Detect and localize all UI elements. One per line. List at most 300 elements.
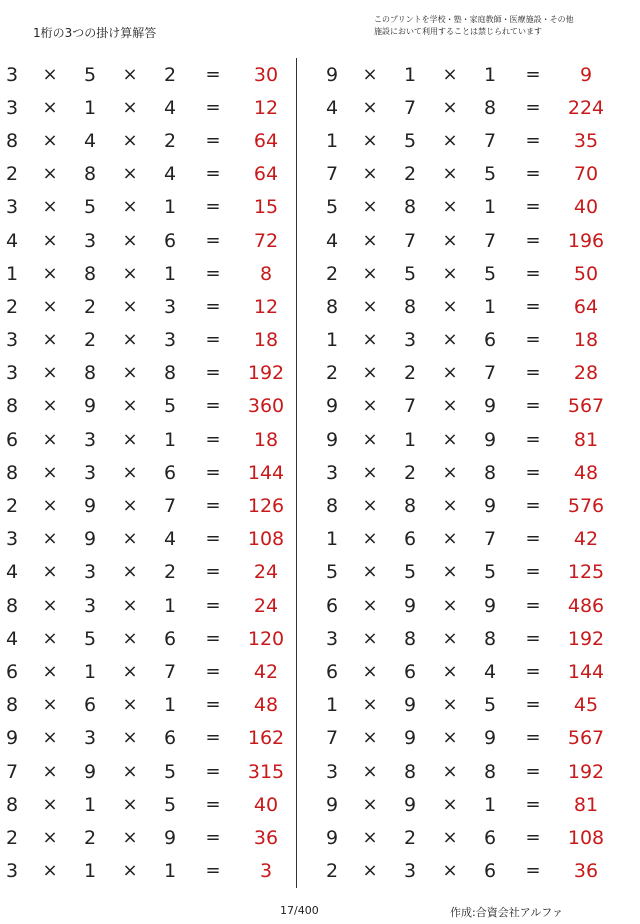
operand: 1 <box>163 594 177 617</box>
operand: 3 <box>403 860 417 883</box>
operand: 4 <box>163 96 177 119</box>
times-sign: × <box>442 627 458 649</box>
operand: 8 <box>325 495 339 518</box>
equals-sign: = <box>205 295 221 317</box>
times-sign: × <box>42 428 58 450</box>
problem-row <box>0 456 300 489</box>
operand: 9 <box>83 528 97 551</box>
operand: 3 <box>325 760 339 783</box>
operand: 2 <box>83 329 97 352</box>
operand: 6 <box>403 660 417 683</box>
equals-sign: = <box>525 694 541 716</box>
equals-sign: = <box>525 428 541 450</box>
operand: 8 <box>5 395 19 418</box>
times-sign: × <box>122 826 138 848</box>
problem-row <box>320 290 620 323</box>
answer: 315 <box>247 760 285 783</box>
answer: 567 <box>567 395 605 418</box>
operand: 1 <box>325 694 339 717</box>
times-sign: × <box>42 461 58 483</box>
times-sign: × <box>442 528 458 550</box>
times-sign: × <box>442 63 458 85</box>
operand: 8 <box>5 694 19 717</box>
operand: 3 <box>163 329 177 352</box>
operand: 9 <box>83 495 97 518</box>
times-sign: × <box>442 561 458 583</box>
times-sign: × <box>122 461 138 483</box>
problem-row <box>320 390 620 423</box>
answer: 576 <box>567 495 605 518</box>
times-sign: × <box>42 329 58 351</box>
answer: 12 <box>253 295 279 318</box>
problem-row <box>320 91 620 124</box>
times-sign: × <box>442 329 458 351</box>
operand: 2 <box>403 163 417 186</box>
operand: 2 <box>5 163 19 186</box>
answer: 72 <box>253 229 279 252</box>
operand: 1 <box>5 262 19 285</box>
operand: 1 <box>163 694 177 717</box>
problem-row <box>320 489 620 522</box>
page-number: 17/400 <box>280 904 319 917</box>
operand: 8 <box>83 362 97 385</box>
equals-sign: = <box>205 760 221 782</box>
operand: 5 <box>325 561 339 584</box>
times-sign: × <box>122 262 138 284</box>
equals-sign: = <box>205 395 221 417</box>
equals-sign: = <box>525 395 541 417</box>
operand: 7 <box>403 96 417 119</box>
operand: 9 <box>5 727 19 750</box>
times-sign: × <box>42 63 58 85</box>
operand: 2 <box>163 129 177 152</box>
problem-row <box>0 58 300 91</box>
times-sign: × <box>42 860 58 882</box>
operand: 8 <box>403 627 417 650</box>
answer: 81 <box>573 428 599 451</box>
times-sign: × <box>42 826 58 848</box>
answer: 126 <box>247 495 285 518</box>
equals-sign: = <box>205 495 221 517</box>
operand: 1 <box>483 196 497 219</box>
answer: 567 <box>567 727 605 750</box>
operand: 9 <box>163 826 177 849</box>
times-sign: × <box>42 594 58 616</box>
operand: 7 <box>163 660 177 683</box>
operand: 1 <box>325 329 339 352</box>
answer: 64 <box>573 295 599 318</box>
times-sign: × <box>362 793 378 815</box>
times-sign: × <box>442 694 458 716</box>
times-sign: × <box>362 295 378 317</box>
times-sign: × <box>42 129 58 151</box>
operand: 5 <box>483 561 497 584</box>
problem-row <box>320 556 620 589</box>
answer: 3 <box>259 860 273 883</box>
operand: 7 <box>325 727 339 750</box>
times-sign: × <box>362 461 378 483</box>
operand: 9 <box>483 727 497 750</box>
times-sign: × <box>362 229 378 251</box>
problem-row <box>320 324 620 357</box>
equals-sign: = <box>525 295 541 317</box>
operand: 2 <box>325 262 339 285</box>
answer: 360 <box>247 395 285 418</box>
answer: 24 <box>253 594 279 617</box>
operand: 8 <box>403 760 417 783</box>
operand: 1 <box>163 860 177 883</box>
operand: 6 <box>325 594 339 617</box>
times-sign: × <box>122 760 138 782</box>
times-sign: × <box>442 660 458 682</box>
operand: 8 <box>5 793 19 816</box>
times-sign: × <box>442 461 458 483</box>
page-title: 1桁の3つの掛け算解答 <box>33 26 157 40</box>
equals-sign: = <box>525 561 541 583</box>
operand: 3 <box>83 727 97 750</box>
problem-row <box>320 357 620 390</box>
operand: 1 <box>403 428 417 451</box>
operand: 9 <box>483 495 497 518</box>
operand: 3 <box>83 594 97 617</box>
problem-row <box>320 655 620 688</box>
operand: 9 <box>483 395 497 418</box>
answer: 50 <box>573 262 599 285</box>
answer: 15 <box>253 196 279 219</box>
operand: 6 <box>483 329 497 352</box>
usage-notice-line: 施設において利用することは禁じられています <box>374 27 542 36</box>
operand: 8 <box>83 163 97 186</box>
times-sign: × <box>42 495 58 517</box>
times-sign: × <box>362 495 378 517</box>
problem-row <box>320 158 620 191</box>
answer: 18 <box>253 428 279 451</box>
operand: 7 <box>325 163 339 186</box>
times-sign: × <box>42 528 58 550</box>
answer: 192 <box>247 362 285 385</box>
answer: 486 <box>567 594 605 617</box>
equals-sign: = <box>525 229 541 251</box>
operand: 9 <box>403 594 417 617</box>
times-sign: × <box>442 727 458 749</box>
usage-notice <box>374 14 574 38</box>
times-sign: × <box>442 826 458 848</box>
answer: 144 <box>567 660 605 683</box>
times-sign: × <box>362 660 378 682</box>
operand: 8 <box>5 461 19 484</box>
operand: 6 <box>483 826 497 849</box>
answer: 42 <box>573 528 599 551</box>
equals-sign: = <box>525 660 541 682</box>
times-sign: × <box>442 495 458 517</box>
operand: 2 <box>325 362 339 385</box>
operand: 5 <box>483 262 497 285</box>
operand: 9 <box>325 428 339 451</box>
times-sign: × <box>442 129 458 151</box>
answer: 9 <box>579 63 593 86</box>
problem-row <box>0 622 300 655</box>
problem-row <box>0 290 300 323</box>
times-sign: × <box>42 96 58 118</box>
times-sign: × <box>122 96 138 118</box>
problem-row <box>320 821 620 854</box>
times-sign: × <box>122 528 138 550</box>
problem-row <box>0 423 300 456</box>
times-sign: × <box>122 129 138 151</box>
answer: 108 <box>567 826 605 849</box>
equals-sign: = <box>205 826 221 848</box>
times-sign: × <box>42 660 58 682</box>
operand: 3 <box>5 63 19 86</box>
operand: 6 <box>403 528 417 551</box>
operand: 3 <box>5 96 19 119</box>
problem-row <box>0 689 300 722</box>
operand: 8 <box>483 96 497 119</box>
operand: 4 <box>5 627 19 650</box>
operand: 1 <box>483 295 497 318</box>
operand: 8 <box>325 295 339 318</box>
operand: 4 <box>163 163 177 186</box>
equals-sign: = <box>205 262 221 284</box>
times-sign: × <box>362 627 378 649</box>
problem-row <box>0 589 300 622</box>
times-sign: × <box>362 362 378 384</box>
answer: 36 <box>573 860 599 883</box>
answer: 125 <box>567 561 605 584</box>
answer: 28 <box>573 362 599 385</box>
usage-notice-line: このプリントを学校・塾・家庭教師・医療施設・その他 <box>374 15 574 24</box>
operand: 9 <box>325 826 339 849</box>
times-sign: × <box>42 395 58 417</box>
times-sign: × <box>122 428 138 450</box>
equals-sign: = <box>205 329 221 351</box>
problem-row <box>0 855 300 888</box>
times-sign: × <box>362 760 378 782</box>
equals-sign: = <box>525 528 541 550</box>
times-sign: × <box>442 196 458 218</box>
equals-sign: = <box>525 826 541 848</box>
operand: 1 <box>83 793 97 816</box>
operand: 2 <box>83 295 97 318</box>
times-sign: × <box>362 428 378 450</box>
operand: 1 <box>325 528 339 551</box>
operand: 5 <box>483 163 497 186</box>
problem-row <box>320 423 620 456</box>
operand: 5 <box>163 793 177 816</box>
equals-sign: = <box>525 196 541 218</box>
answer: 70 <box>573 163 599 186</box>
author-credit: 作成:合資会社アルファ <box>450 906 564 919</box>
times-sign: × <box>362 96 378 118</box>
operand: 4 <box>325 96 339 119</box>
operand: 5 <box>163 760 177 783</box>
operand: 1 <box>83 660 97 683</box>
problem-row <box>320 689 620 722</box>
times-sign: × <box>42 196 58 218</box>
equals-sign: = <box>205 793 221 815</box>
times-sign: × <box>42 793 58 815</box>
operand: 1 <box>403 63 417 86</box>
equals-sign: = <box>205 860 221 882</box>
operand: 9 <box>403 793 417 816</box>
times-sign: × <box>362 594 378 616</box>
operand: 8 <box>163 362 177 385</box>
operand: 9 <box>83 760 97 783</box>
equals-sign: = <box>525 262 541 284</box>
problem-row <box>320 58 620 91</box>
operand: 2 <box>5 495 19 518</box>
equals-sign: = <box>525 362 541 384</box>
answer: 64 <box>253 129 279 152</box>
equals-sign: = <box>525 329 541 351</box>
answer: 40 <box>573 196 599 219</box>
operand: 8 <box>483 760 497 783</box>
times-sign: × <box>42 262 58 284</box>
times-sign: × <box>362 329 378 351</box>
operand: 7 <box>483 229 497 252</box>
answer: 36 <box>253 826 279 849</box>
operand: 5 <box>483 694 497 717</box>
operand: 3 <box>5 362 19 385</box>
equals-sign: = <box>525 727 541 749</box>
operand: 6 <box>163 627 177 650</box>
times-sign: × <box>42 694 58 716</box>
times-sign: × <box>42 362 58 384</box>
operand: 9 <box>325 63 339 86</box>
operand: 9 <box>325 395 339 418</box>
answer: 196 <box>567 229 605 252</box>
times-sign: × <box>122 63 138 85</box>
equals-sign: = <box>205 63 221 85</box>
operand: 5 <box>403 129 417 152</box>
operand: 1 <box>83 96 97 119</box>
operand: 4 <box>5 229 19 252</box>
problem-row <box>0 91 300 124</box>
answer: 192 <box>567 627 605 650</box>
times-sign: × <box>42 627 58 649</box>
times-sign: × <box>42 163 58 185</box>
operand: 2 <box>83 826 97 849</box>
operand: 9 <box>483 594 497 617</box>
problem-row <box>0 523 300 556</box>
problem-row <box>320 456 620 489</box>
operand: 9 <box>83 395 97 418</box>
problem-row <box>0 556 300 589</box>
operand: 5 <box>403 561 417 584</box>
equals-sign: = <box>525 760 541 782</box>
answer: 40 <box>253 793 279 816</box>
problem-row <box>320 257 620 290</box>
times-sign: × <box>122 627 138 649</box>
equals-sign: = <box>205 461 221 483</box>
times-sign: × <box>122 196 138 218</box>
operand: 2 <box>403 461 417 484</box>
problem-row <box>0 191 300 224</box>
times-sign: × <box>42 561 58 583</box>
operand: 7 <box>403 395 417 418</box>
operand: 8 <box>483 461 497 484</box>
times-sign: × <box>122 163 138 185</box>
operand: 9 <box>403 727 417 750</box>
times-sign: × <box>362 727 378 749</box>
equals-sign: = <box>525 793 541 815</box>
operand: 9 <box>403 694 417 717</box>
operand: 6 <box>5 660 19 683</box>
answer: 42 <box>253 660 279 683</box>
operand: 7 <box>483 528 497 551</box>
problem-row <box>0 124 300 157</box>
problem-row <box>0 158 300 191</box>
operand: 5 <box>325 196 339 219</box>
equals-sign: = <box>525 96 541 118</box>
times-sign: × <box>122 660 138 682</box>
problem-column-left <box>0 58 300 888</box>
times-sign: × <box>362 826 378 848</box>
equals-sign: = <box>525 461 541 483</box>
times-sign: × <box>42 229 58 251</box>
times-sign: × <box>122 793 138 815</box>
answer: 35 <box>573 129 599 152</box>
equals-sign: = <box>205 528 221 550</box>
equals-sign: = <box>525 495 541 517</box>
times-sign: × <box>122 495 138 517</box>
operand: 6 <box>83 694 97 717</box>
times-sign: × <box>362 63 378 85</box>
equals-sign: = <box>205 129 221 151</box>
times-sign: × <box>362 395 378 417</box>
operand: 2 <box>163 561 177 584</box>
operand: 3 <box>163 295 177 318</box>
answer: 144 <box>247 461 285 484</box>
operand: 6 <box>483 860 497 883</box>
equals-sign: = <box>205 196 221 218</box>
operand: 4 <box>483 660 497 683</box>
operand: 3 <box>403 329 417 352</box>
times-sign: × <box>442 860 458 882</box>
operand: 7 <box>403 229 417 252</box>
times-sign: × <box>42 760 58 782</box>
times-sign: × <box>442 428 458 450</box>
equals-sign: = <box>525 627 541 649</box>
operand: 6 <box>325 660 339 683</box>
problem-row <box>0 755 300 788</box>
operand: 8 <box>83 262 97 285</box>
equals-sign: = <box>205 660 221 682</box>
equals-sign: = <box>525 63 541 85</box>
answer: 30 <box>253 63 279 86</box>
operand: 7 <box>483 129 497 152</box>
operand: 6 <box>163 727 177 750</box>
operand: 1 <box>483 793 497 816</box>
operand: 1 <box>325 129 339 152</box>
operand: 5 <box>163 395 177 418</box>
operand: 2 <box>325 860 339 883</box>
problem-column-right <box>320 58 620 888</box>
operand: 3 <box>5 860 19 883</box>
operand: 3 <box>5 329 19 352</box>
problem-row <box>320 722 620 755</box>
operand: 1 <box>163 196 177 219</box>
operand: 7 <box>163 495 177 518</box>
times-sign: × <box>442 96 458 118</box>
problem-row <box>320 855 620 888</box>
operand: 7 <box>483 362 497 385</box>
operand: 2 <box>5 295 19 318</box>
problem-row <box>320 622 620 655</box>
times-sign: × <box>442 295 458 317</box>
problem-row <box>0 489 300 522</box>
problem-row <box>320 191 620 224</box>
